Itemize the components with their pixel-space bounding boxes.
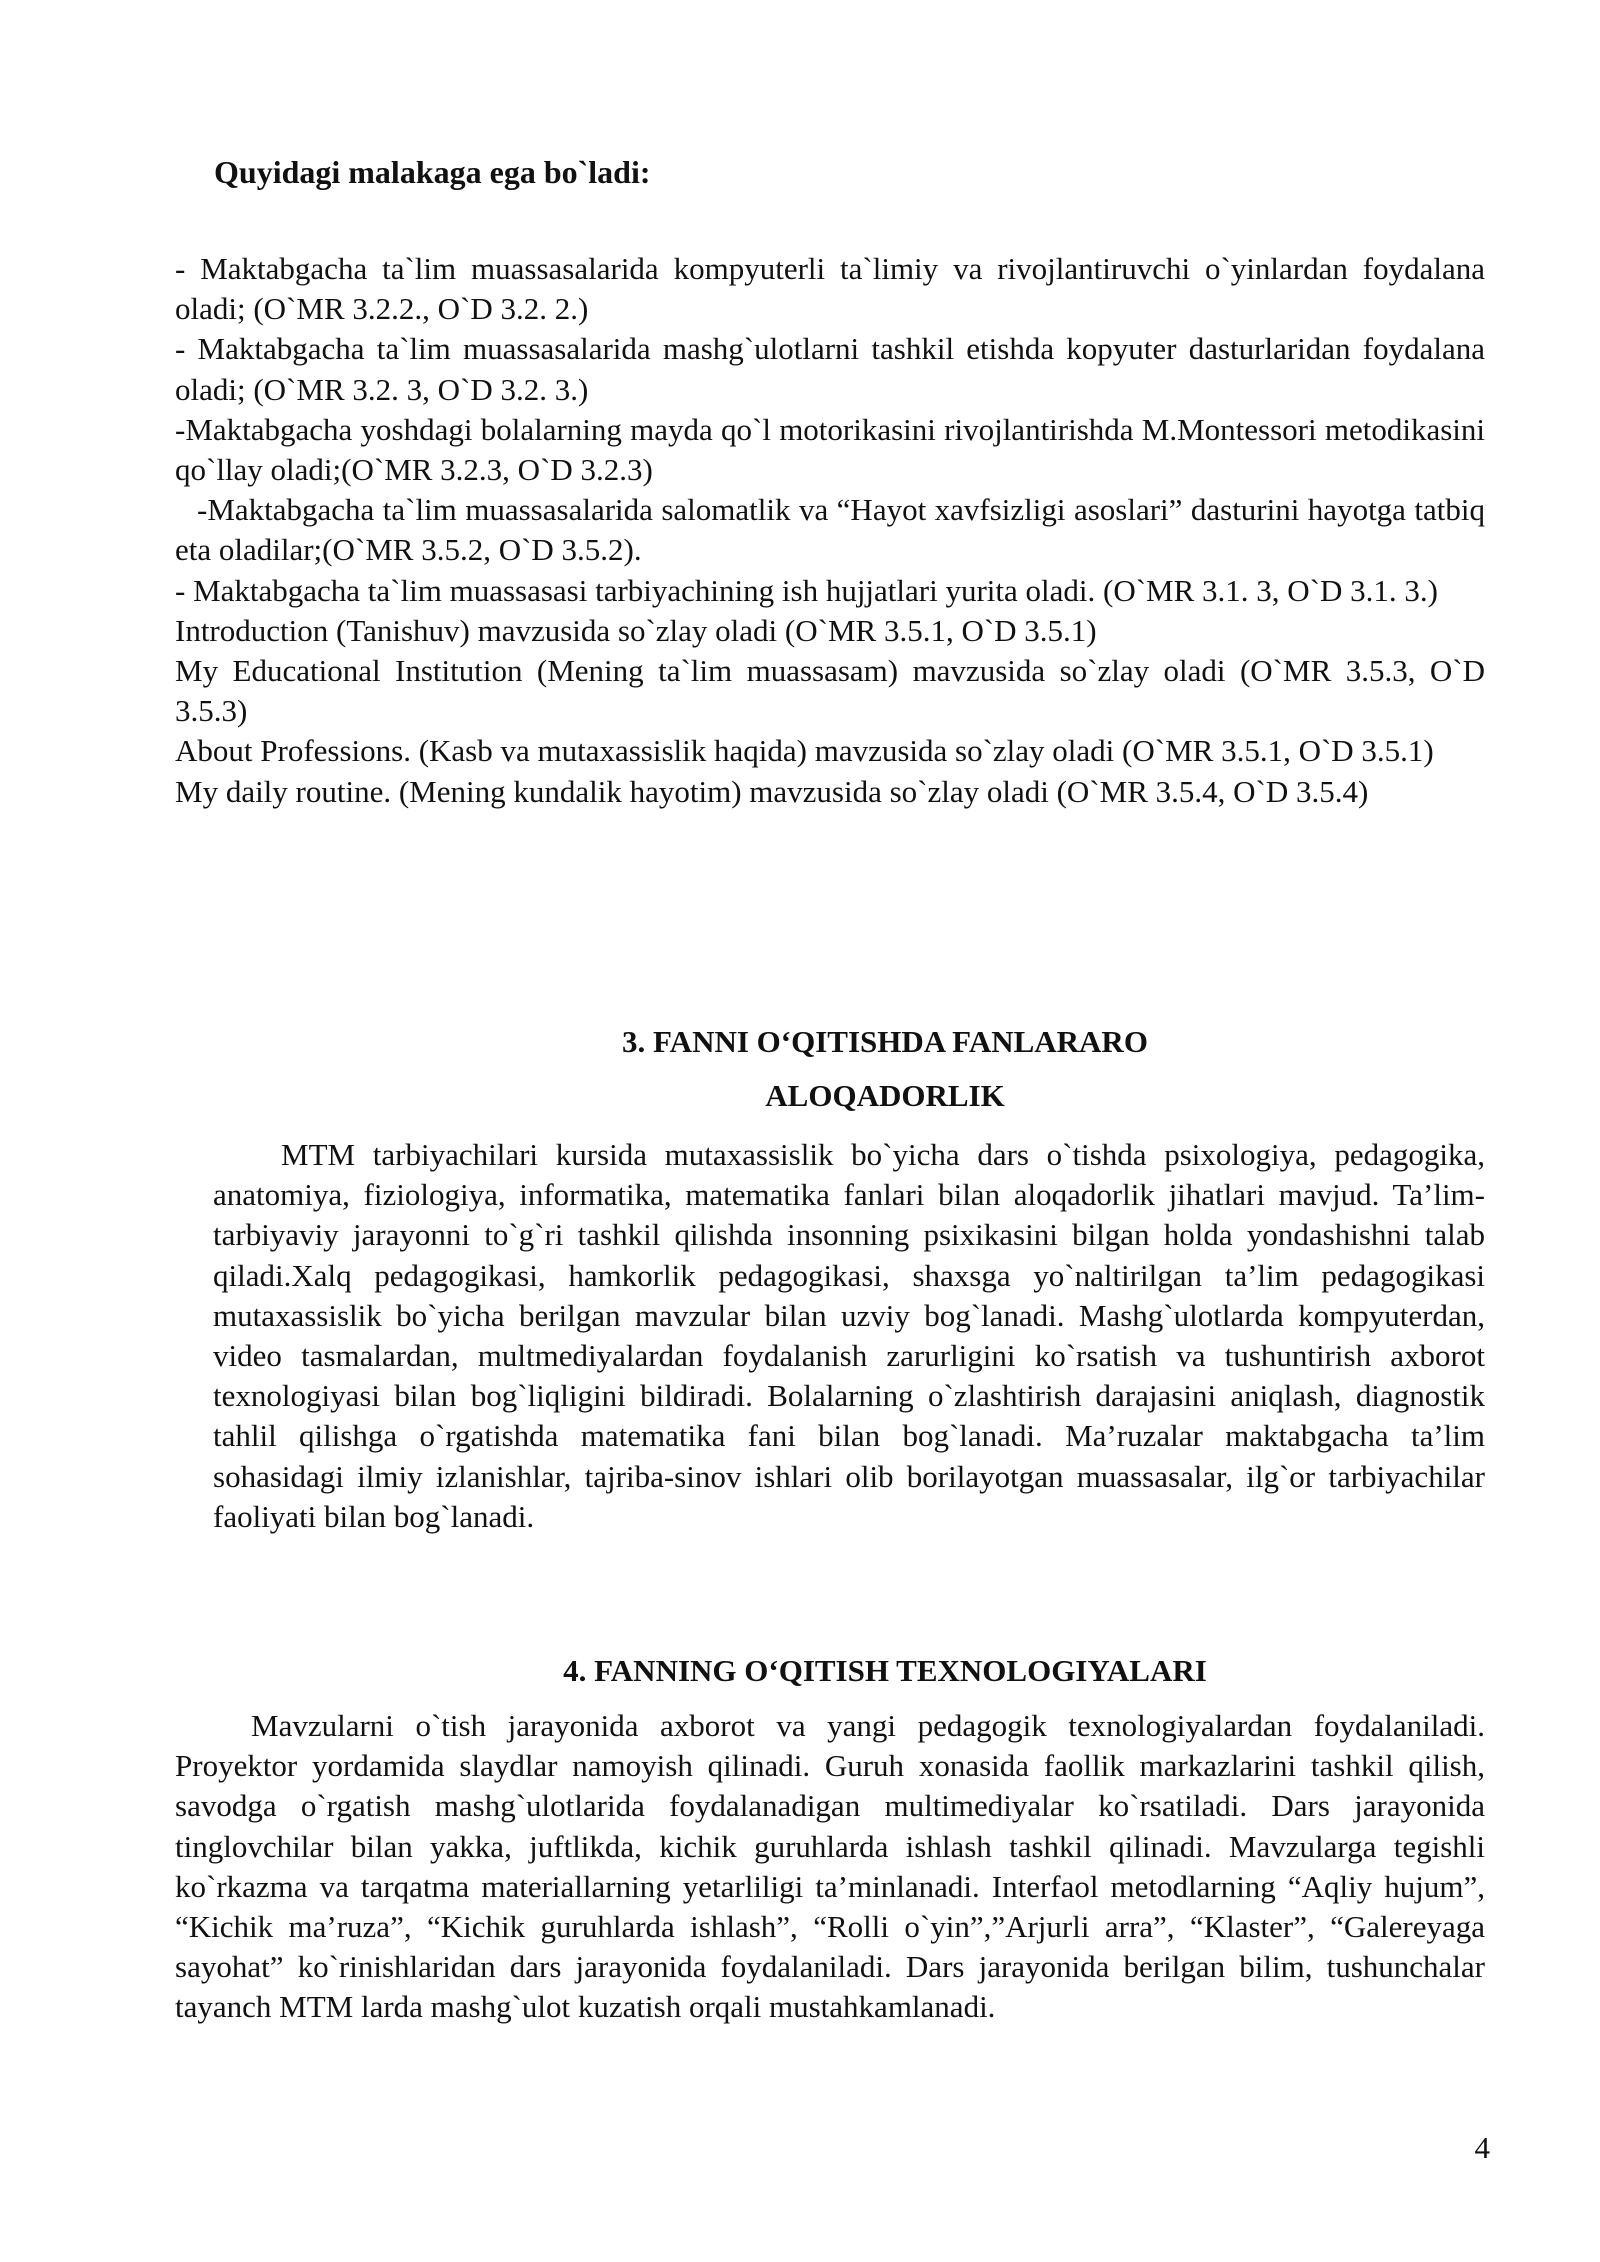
section-4-title: 4. FANNING O‘QITISH TEXNOLOGIYALARI (563, 1653, 1207, 1688)
section-3-title: 3. FANNI O‘QITISHDA FANLARARO (622, 1024, 1148, 1059)
skill-item: -Maktabgacha yoshdagi bolalarning mayda qo`l motorikasini rivojlantirishda M.Montessori metodikasini qo`llay oladi;(O`MR 3.2.3, O`D 3.2.3) (175, 411, 1485, 488)
section-4-paragraph: Mavzularni o`tish jarayonida axborot va yangi pedagogik texnologiyalardan foydalaniladi. Proyektor yordamida slaydlar namoyish qilinadi. Guruh xonasida faollik markazlarini tashkil qilish, savodga o`rgatish mashg`ulotlarida foydalanadigan multimediyalar ko`rsatiladi. Dars jarayonida tinglovchilar bilan yakka, juftlikda, kichik guruhlarda ishlash tashkil qilinadi. Mavzularga tegishli ko`rkazma va tarqatma materiallarning yetarliligi ta’minlanadi. Interfaol metodlarning “Aqliy hujum”, “Kichik ma’ruza”, “Kichik guruhlarda ishlash”, “Rolli o`yin”,”Arjurli arra”, “Klaster”, “Galereyaga sayohat” ko`rinishlaridan dars jarayonida foydalaniladi. Dars jarayonida berilgan bilim, tushunchalar tayanch MTM larda mashg`ulot kuzatish orqali mustahkamlanadi. (175, 1708, 1485, 2025)
skills-list (175, 249, 1485, 812)
section-3-body (213, 1135, 1485, 1537)
skills-heading: Quyidagi malakaga ega bo`ladi: (214, 154, 651, 190)
skill-item: Introduction (Tanishuv) mavzusida so`zlay oladi (O`MR 3.5.1, O`D 3.5.1) (175, 612, 1097, 648)
skill-item: -Maktabgacha ta`lim muassasalarida salomatlik va “Hayot xavfsizligi asoslari” dasturini hayotga tatbiq eta oladilar;(O`MR 3.5.2, O`D 3.5.2). (175, 492, 1485, 568)
section-4-body (175, 1706, 1485, 2028)
skill-item: My Educational Institution (Mening ta`lim muassasam) mavzusida so`zlay oladi (O`MR 3.5.3, O`D 3.5.3) (175, 653, 1485, 729)
skill-item: - Maktabgacha ta`lim muassasalarida mashg`ulotlarni tashkil etishda kopyuter dasturlaridan foydalana oladi; (O`MR 3.2. 3, O`D 3.2. 3.) (175, 331, 1485, 407)
page-number: 4 (1474, 2130, 1490, 2165)
section-3-title-continued: ALOQADORLIK (765, 1078, 1005, 1113)
skill-item: - Maktabgacha ta`lim muassasasi tarbiyachining ish hujjatlari yurita oladi. (O`MR 3.1. 3, O`D 3.1. 3.) (175, 572, 1438, 608)
skill-item: - Maktabgacha ta`lim muassasalarida kompyuterli ta`limiy va rivojlantiruvchi o`yinlardan foydalana oladi; (O`MR 3.2.2., O`D 3.2. 2.) (175, 251, 1485, 327)
section-3-paragraph: MTM tarbiyachilari kursida mutaxassislik bo`yicha dars o`tishda psixologiya, pedagogika, anatomiya, fiziologiya, informatika, matematika fanlari bilan aloqadorlik jihatlari mavjud. Ta’lim-tarbiyaviy jarayonni to`g`ri tashkil qilishda insonning psixikasini bilgan holda yondashishni talab qiladi.Xalq pedagogikasi, hamkorlik pedagogikasi, shaxsga yo`naltirilgan ta’lim pedagogikasi mutaxassislik bo`yicha berilgan mavzular bilan uzviy bog`lanadi. Mashg`ulotlarda kompyuterdan, video tasmalardan, multmediyalardan foydalanish zarurligini ko`rsatish va tushuntirish axborot texnologiyasi bilan bog`liqligini bildiradi. Bolalarning o`zlashtirish darajasini aniqlash, diagnostik tahlil qilishga o`rgatishda matematika fani bilan bog`lanadi. Ma’ruzalar maktabgacha ta’lim sohasidagi ilmiy izlanishlar, tajriba-sinov ishlari olib borilayotgan muassasalar, ilg`or tarbiyachilar faoliyati bilan bog`lanadi. (213, 1137, 1485, 1534)
skill-item: My daily routine. (Mening kundalik hayotim) mavzusida so`zlay oladi (O`MR 3.5.4, O`D 3.5.4) (175, 773, 1369, 809)
skill-item: About Professions. (Kasb va mutaxassislik haqida) mavzusida so`zlay oladi (O`MR 3.5.1, O`D 3.5.1) (175, 733, 1434, 769)
